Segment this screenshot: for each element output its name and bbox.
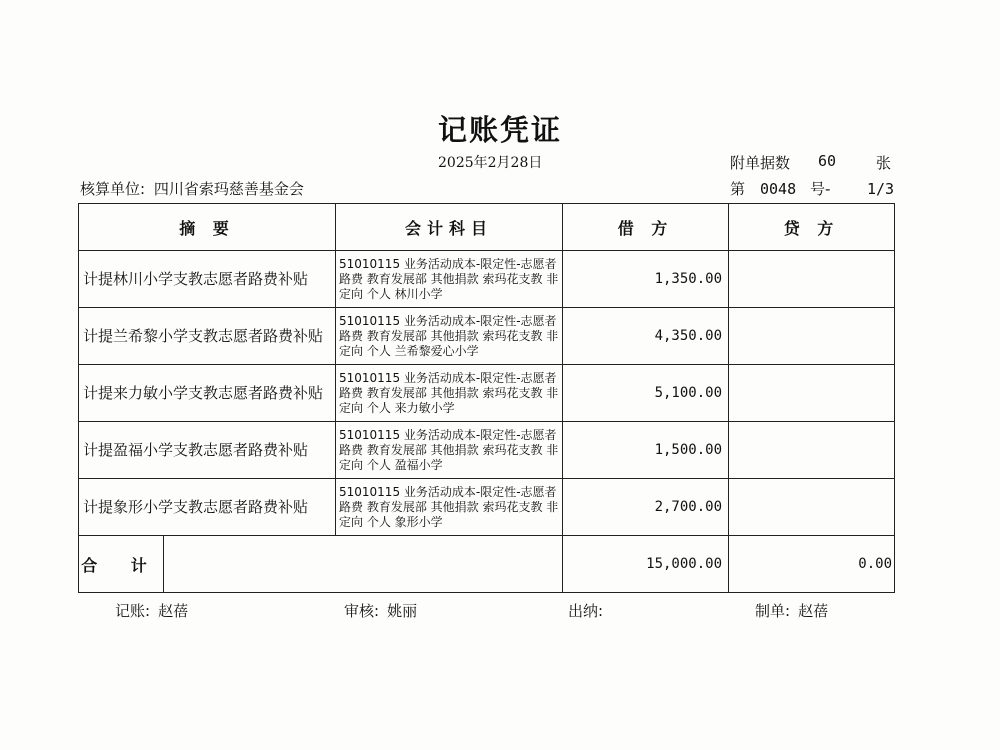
debit-total: 15,000.00 <box>563 536 729 593</box>
debit-cell: 4,350.00 <box>563 308 729 365</box>
attachments-count: 60 <box>818 152 837 170</box>
voucher-prefix: 第 <box>730 180 746 198</box>
bookkeeper-name: 赵蓓 <box>158 602 189 620</box>
unit-name: 四川省索玛慈善基金会 <box>153 180 304 198</box>
account-cell: 51010115 业务活动成本-限定性-志愿者路费 教育发展部 其他捐款 索玛花支教 非定向 个人 盈福小学 <box>336 422 563 479</box>
preparer-signoff <box>755 600 828 621</box>
reviewer-signoff <box>344 600 417 621</box>
account-cell: 51010115 业务活动成本-限定性-志愿者路费 教育发展部 其他捐款 索玛花支教 非定向 个人 象形小学 <box>336 479 563 536</box>
table-row <box>79 308 895 365</box>
account-header: 会计科目 <box>336 204 563 251</box>
credit-cell <box>729 422 895 479</box>
preparer-name: 赵蓓 <box>798 602 829 620</box>
total-label-cell <box>79 536 563 593</box>
table-header-row <box>79 204 895 251</box>
credit-cell <box>729 308 895 365</box>
total-label: 合 计 <box>79 536 164 592</box>
summary-cell: 计提象形小学支教志愿者路费补贴 <box>79 479 336 536</box>
voucher-table <box>78 203 895 593</box>
debit-cell: 5,100.00 <box>563 365 729 422</box>
voucher-number: 0048 <box>760 180 797 198</box>
table-row <box>79 422 895 479</box>
bookkeeper-label: 记账: <box>115 602 151 620</box>
summary-cell: 计提盈福小学支教志愿者路费补贴 <box>79 422 336 479</box>
voucher-number-line <box>730 178 894 199</box>
debit-cell: 1,500.00 <box>563 422 729 479</box>
debit-header: 借 方 <box>563 204 729 251</box>
credit-cell <box>729 365 895 422</box>
voucher-date: 2025年2月28日 <box>438 155 543 171</box>
debit-cell: 2,700.00 <box>563 479 729 536</box>
unit-label: 核算单位: <box>80 180 146 198</box>
account-cell: 51010115 业务活动成本-限定性-志愿者路费 教育发展部 其他捐款 索玛花支教 非定向 个人 兰希黎爱心小学 <box>336 308 563 365</box>
credit-cell <box>729 251 895 308</box>
cashier-signoff <box>568 600 611 621</box>
cashier-label: 出纳: <box>568 602 604 620</box>
account-cell: 51010115 业务活动成本-限定性-志愿者路费 教育发展部 其他捐款 索玛花支教 非定向 个人 林川小学 <box>336 251 563 308</box>
reviewer-name: 姚丽 <box>387 602 418 620</box>
debit-cell: 1,350.00 <box>563 251 729 308</box>
summary-cell: 计提林川小学支教志愿者路费补贴 <box>79 251 336 308</box>
credit-cell <box>729 479 895 536</box>
bookkeeper-signoff <box>115 600 188 621</box>
account-cell: 51010115 业务活动成本-限定性-志愿者路费 教育发展部 其他捐款 索玛花支教 非定向 个人 来力敏小学 <box>336 365 563 422</box>
preparer-label: 制单: <box>755 602 791 620</box>
voucher-suffix: 号- <box>810 180 831 198</box>
total-row <box>79 536 895 593</box>
table-row <box>79 479 895 536</box>
attachments-label: 附单据数 <box>730 154 791 172</box>
table-row <box>79 365 895 422</box>
summary-cell: 计提兰希黎小学支教志愿者路费补贴 <box>79 308 336 365</box>
attachments-unit: 张 <box>876 154 892 172</box>
voucher-page: 1/3 <box>867 180 895 198</box>
summary-header: 摘 要 <box>79 204 336 251</box>
voucher-title: 记账凭证 <box>437 113 562 147</box>
credit-total: 0.00 <box>729 536 895 593</box>
accounting-unit <box>80 178 304 199</box>
credit-header: 贷 方 <box>729 204 895 251</box>
reviewer-label: 审核: <box>344 602 380 620</box>
table-row <box>79 251 895 308</box>
summary-cell: 计提来力敏小学支教志愿者路费补贴 <box>79 365 336 422</box>
